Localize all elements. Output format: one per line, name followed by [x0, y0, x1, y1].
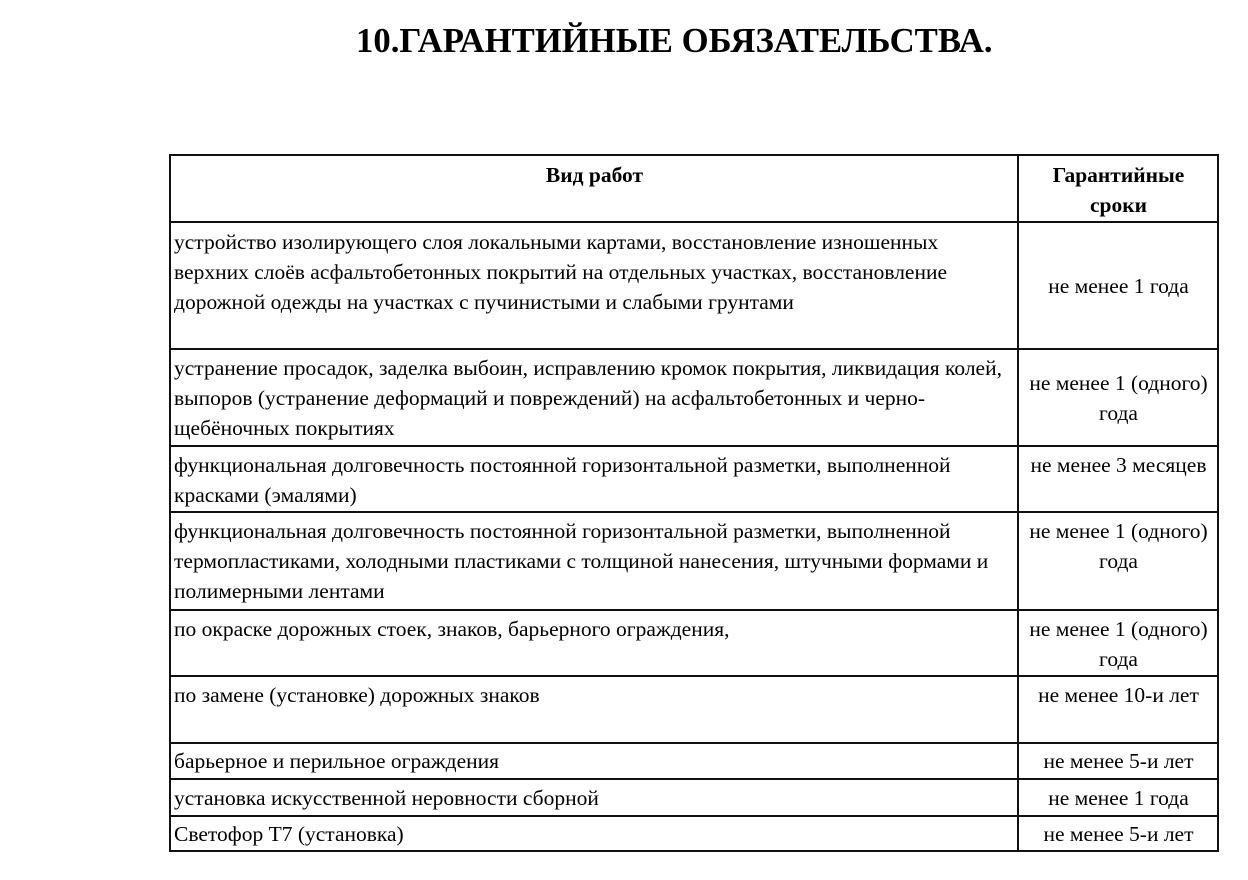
- term-cell: не менее 5-и лет: [1018, 816, 1218, 851]
- work-cell: устройство изолирующего слоя локальными картами, восстановление изношенных верхних слоёв асфальтобетонных покрытий на отдельных участках, восстановление дорожной одежды на участках с пучинистыми и слабыми грунтами: [170, 222, 1018, 349]
- table-row: [170, 446, 1218, 512]
- term-cell: не менее 3 месяцев: [1018, 446, 1218, 512]
- table-row: [170, 222, 1218, 349]
- header-work-type: Вид работ: [170, 155, 1018, 222]
- term-cell: не менее 10-и лет: [1018, 676, 1218, 743]
- work-cell: установка искусственной неровности сборной: [170, 779, 1018, 816]
- work-cell: барьерное и перильное ограждения: [170, 743, 1018, 779]
- term-cell: не менее 1 (одного) года: [1018, 349, 1218, 446]
- term-cell: не менее 1 года: [1018, 222, 1218, 349]
- term-cell: не менее 5-и лет: [1018, 743, 1218, 779]
- work-cell: устранение просадок, заделка выбоин, исправлению кромок покрытия, ликвидация колей, выпоров (устранение деформаций и повреждений) на асфальтобетонных и чернощебёночных покрытиях: [170, 349, 1018, 446]
- term-cell: не менее 1 (одного) года: [1018, 512, 1218, 610]
- work-cell: по замене (установке) дорожных знаков: [170, 676, 1018, 743]
- work-cell: функциональная долговечность постоянной горизонтальной разметки, выполненной красками (эмалями): [170, 446, 1018, 512]
- table-row: [170, 512, 1218, 610]
- table-row: [170, 816, 1218, 851]
- term-cell: не менее 1 (одного) года: [1018, 610, 1218, 676]
- table-header-row: [170, 155, 1218, 222]
- table-row: [170, 676, 1218, 743]
- warranty-table: [169, 154, 1219, 852]
- work-cell: по окраске дорожных стоек, знаков, барьерного ограждения,: [170, 610, 1018, 676]
- table-row: [170, 779, 1218, 816]
- term-cell: не менее 1 года: [1018, 779, 1218, 816]
- page-title: 10.ГАРАНТИЙНЫЕ ОБЯЗАТЕЛЬСТВА.: [356, 21, 993, 60]
- page-title-container: [356, 19, 1076, 63]
- work-cell: Светофор Т7 (установка): [170, 816, 1018, 851]
- work-cell: функциональная долговечность постоянной горизонтальной разметки, выполненной термопластиками, холодными пластиками с толщиной нанесения, штучными формами и полимерными лентами: [170, 512, 1018, 610]
- table-row: [170, 610, 1218, 676]
- header-warranty-period: Гарантийные сроки: [1018, 155, 1218, 222]
- table-row: [170, 743, 1218, 779]
- table-row: [170, 349, 1218, 446]
